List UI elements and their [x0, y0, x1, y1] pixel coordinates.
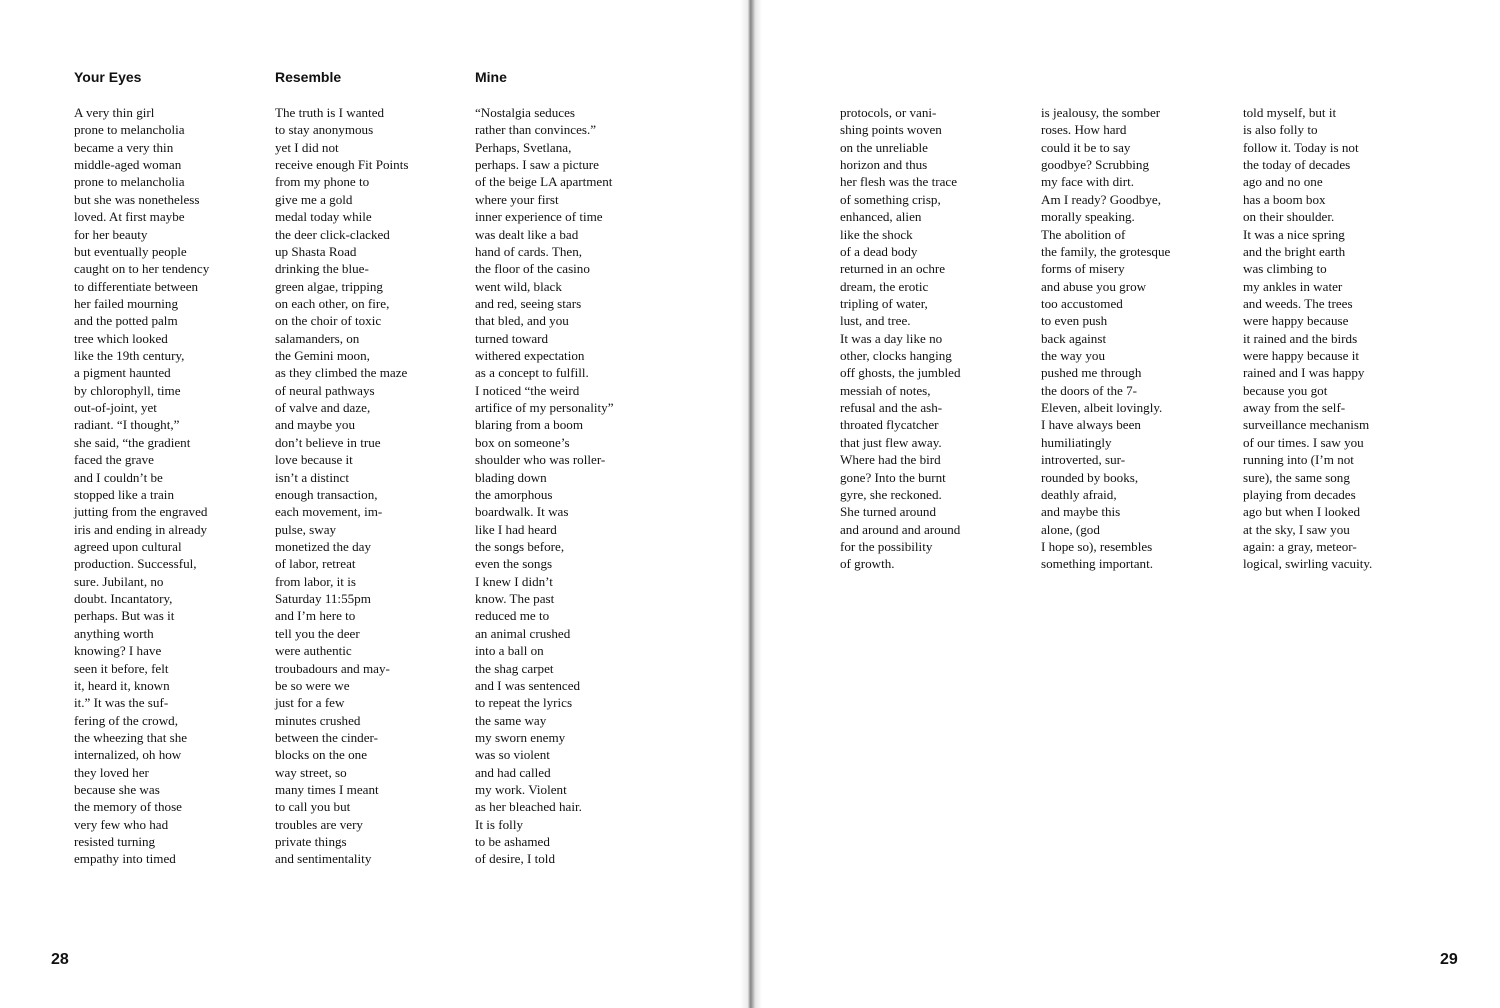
- poem-line: refusal and the ash-: [840, 400, 943, 416]
- poem-line: by chlorophyll, time: [74, 382, 181, 398]
- poem-line: rounded by books,: [1041, 469, 1139, 485]
- poem-line: It was a day like no: [840, 330, 943, 346]
- poem-line: and weeds. The trees: [1243, 295, 1353, 311]
- poem-line: She turned around: [840, 504, 936, 520]
- poem-line: The abolition of: [1041, 226, 1126, 242]
- poem-line: the doors of the 7-: [1041, 382, 1137, 398]
- poem-line: and around and around: [840, 521, 961, 537]
- poem-line: throated flycatcher: [840, 417, 939, 433]
- poem-line: troubadours and may-: [275, 660, 390, 676]
- left-page: [0, 0, 748, 1008]
- poem-line: too accustomed: [1041, 295, 1123, 311]
- poem-line: for the possibility: [840, 538, 933, 554]
- poem-line: and I was sentenced: [475, 677, 581, 693]
- poem-lines: [74, 104, 209, 868]
- poem-line: my sworn enemy: [475, 729, 566, 745]
- poem-line: blaring from a boom: [475, 417, 583, 433]
- poem-line: dream, the erotic: [840, 278, 929, 294]
- poem-line: off ghosts, the jumbled: [840, 365, 961, 381]
- poem-line: were happy because it: [1243, 348, 1359, 364]
- poem-line: on the unreliable: [840, 139, 928, 155]
- poem-line: running into (I’m not: [1243, 452, 1354, 468]
- poem-line: that just flew away.: [840, 434, 942, 450]
- poem-line: radiant. “I thought,”: [74, 417, 180, 433]
- poem-line: and red, seeing stars: [475, 295, 582, 311]
- poem-line: to even push: [1041, 313, 1108, 329]
- poem-line: my face with dirt.: [1041, 174, 1135, 190]
- poem-line: to stay anonymous: [275, 122, 374, 138]
- poem-line: as a concept to fulfill.: [475, 365, 589, 381]
- poem-line: on their shoulder.: [1243, 209, 1335, 225]
- poem-line: of a dead body: [840, 243, 918, 259]
- poem-line: were authentic: [275, 643, 352, 659]
- poem-line: on the choir of toxic: [275, 313, 382, 329]
- poem-line: and the potted palm: [74, 313, 178, 329]
- poem-line: where your first: [475, 191, 559, 207]
- poem-line: roses. How hard: [1041, 122, 1127, 138]
- poem-line: jutting from the engraved: [74, 504, 208, 520]
- poem-line: deathly afraid,: [1041, 486, 1117, 502]
- poem-line: humiliatingly: [1041, 434, 1112, 450]
- poem-line: I knew I didn’t: [475, 573, 553, 589]
- poem-line: of our times. I saw you: [1243, 434, 1364, 450]
- poem-line: private things: [275, 834, 347, 850]
- poem-line: medal today while: [275, 209, 372, 225]
- poem-line: but she was nonetheless: [74, 191, 200, 207]
- poem-line: yet I did not: [275, 139, 339, 155]
- poem-line: faced the grave: [74, 452, 154, 468]
- poem-line: again: a gray, meteor-: [1243, 538, 1357, 554]
- poem-line: agreed upon cultural: [74, 538, 182, 554]
- poem-line: to call you but: [275, 799, 351, 815]
- poem-line: shing points woven: [840, 122, 942, 138]
- poem-line: It was a nice spring: [1243, 226, 1345, 242]
- poem-line: loved. At first maybe: [74, 209, 185, 225]
- poem-line: they loved her: [74, 764, 149, 780]
- poem-line: tree which looked: [74, 330, 168, 346]
- poem-line: prone to melancholia: [74, 122, 185, 138]
- poem-line: and sentimentality: [275, 851, 372, 867]
- poem-line: boardwalk. It was: [475, 504, 569, 520]
- poem-line: and I’m here to: [275, 608, 356, 624]
- poem-line: of labor, retreat: [275, 556, 356, 572]
- poem-line: the memory of those: [74, 799, 182, 815]
- poem-line: salamanders, on: [275, 330, 360, 346]
- poem-line: turned toward: [475, 330, 549, 346]
- poem-line: gyre, she reckoned.: [840, 486, 942, 502]
- poem-line: logical, swirling vacuity.: [1243, 556, 1373, 572]
- poem-line: on each other, on fire,: [275, 295, 390, 311]
- poem-line: isn’t a distinct: [275, 469, 349, 485]
- poem-line: my work. Violent: [475, 782, 567, 798]
- poem-line: green algae, tripping: [275, 278, 383, 294]
- poem-line: was climbing to: [1243, 261, 1327, 277]
- poem-line: between the cinder-: [275, 729, 378, 745]
- poem-line: knowing? I have: [74, 643, 162, 659]
- poem-line: something important.: [1041, 556, 1154, 572]
- poem-line: of the beige LA apartment: [475, 174, 613, 190]
- poem-line: of something crisp,: [840, 191, 941, 207]
- poem-line: pushed me through: [1041, 365, 1142, 381]
- poem-line: very few who had: [74, 816, 169, 832]
- poem-line: that bled, and you: [475, 313, 569, 329]
- poem-line: playing from decades: [1243, 486, 1356, 502]
- poem-line: It is folly: [475, 816, 524, 832]
- poem-line: and had called: [475, 764, 551, 780]
- poem-line: other, clocks hanging: [840, 348, 952, 364]
- poem-line: and maybe you: [275, 417, 355, 433]
- poem-line: rained and I was happy: [1243, 365, 1365, 381]
- poem-line: the way you: [1041, 348, 1105, 364]
- poem-line: it rained and the birds: [1243, 330, 1358, 346]
- poem-lines: [840, 104, 961, 573]
- poem-line: hand of cards. Then,: [475, 243, 583, 259]
- poem-title: Resemble: [275, 69, 342, 85]
- poem-line: alone, (god: [1041, 521, 1100, 537]
- poem-line: receive enough Fit Points: [275, 157, 409, 173]
- poem-line: monetized the day: [275, 538, 371, 554]
- poem-line: it, heard it, known: [74, 677, 170, 693]
- poem-line: pulse, sway: [275, 521, 337, 537]
- poem-line: surveillance mechanism: [1243, 417, 1370, 433]
- poem-title: Mine: [475, 69, 507, 85]
- poem-line: like the shock: [840, 226, 913, 242]
- poem-line: know. The past: [475, 591, 555, 607]
- poem-line: doubt. Incantatory,: [74, 591, 173, 607]
- poem-line: prone to melancholia: [74, 174, 185, 190]
- poem-line: caught on to her tendency: [74, 261, 210, 277]
- poem-line: protocols, or vani-: [840, 105, 937, 120]
- poem-line: gone? Into the burnt: [840, 469, 946, 485]
- poem-line: from my phone to: [275, 174, 370, 190]
- poem-line: my ankles in water: [1243, 278, 1343, 294]
- poem-line: empathy into timed: [74, 851, 176, 867]
- poem-line: drinking the blue-: [275, 261, 369, 277]
- poem-line: resisted turning: [74, 834, 156, 850]
- poem-line: goodbye? Scrubbing: [1041, 157, 1150, 173]
- poem-line: Am I ready? Goodbye,: [1041, 191, 1161, 207]
- poem-line: back against: [1041, 330, 1107, 346]
- poem-line: ago and no one: [1243, 174, 1323, 190]
- poem-line: and maybe this: [1041, 504, 1121, 520]
- poem-line: from labor, it is: [275, 573, 356, 589]
- poem-line: just for a few: [275, 695, 345, 711]
- poem-line: follow it. Today is not: [1243, 139, 1359, 155]
- poem-line: has a boom box: [1243, 191, 1326, 207]
- poem-line: of growth.: [840, 556, 895, 572]
- poem-line: sure. Jubilant, no: [74, 573, 164, 589]
- poem-line: returned in an ochre: [840, 261, 946, 277]
- poem-line: many times I meant: [275, 782, 379, 798]
- poem-line: and abuse you grow: [1041, 278, 1147, 294]
- poem-line: Where had the bird: [840, 452, 941, 468]
- poem-line: perhaps. I saw a picture: [475, 157, 599, 173]
- poem-line: away from the self-: [1243, 400, 1346, 416]
- poem-line: became a very thin: [74, 139, 174, 155]
- poem-line: morally speaking.: [1041, 209, 1135, 225]
- poem-line: horizon and thus: [840, 157, 928, 173]
- poem-line: she said, “the gradient: [74, 434, 191, 450]
- poem-line: blading down: [475, 469, 547, 485]
- poem-line: as her bleached hair.: [475, 799, 582, 815]
- poem-line: out-of-joint, yet: [74, 400, 157, 416]
- poem-line: sure), the same song: [1243, 469, 1350, 485]
- poem-line: way street, so: [275, 764, 347, 780]
- poem-line: to repeat the lyrics: [475, 695, 573, 711]
- poem-line: for her beauty: [74, 226, 148, 242]
- poem-line: the same way: [475, 712, 547, 728]
- poem-line: artifice of my personality”: [475, 400, 614, 416]
- poem-line: Saturday 11:55pm: [275, 591, 371, 607]
- poem-line: is jealousy, the somber: [1041, 105, 1161, 120]
- poem-line: I noticed “the weird: [475, 382, 580, 398]
- poem-line: to be ashamed: [475, 834, 550, 850]
- poem-line: I have always been: [1041, 417, 1141, 433]
- poem-line: blocks on the one: [275, 747, 368, 763]
- poem-line: seen it before, felt: [74, 660, 169, 676]
- poem-line: perhaps. But was it: [74, 608, 175, 624]
- poem-line: her failed mourning: [74, 295, 178, 311]
- page-number-left: 28: [51, 951, 69, 968]
- poem-line: love because it: [275, 452, 353, 468]
- poem-line: to differentiate between: [74, 278, 199, 294]
- poem-line: and the bright earth: [1243, 243, 1346, 259]
- poem-line: as they climbed the maze: [275, 365, 408, 381]
- poem-line: reduced me to: [475, 608, 550, 624]
- poem-lines: [1243, 104, 1372, 573]
- poem-line: even the songs: [475, 556, 553, 572]
- poem-line: went wild, black: [475, 278, 562, 294]
- poem-line: the Gemini moon,: [275, 348, 370, 364]
- poem-line: minutes crushed: [275, 712, 361, 728]
- poem-line: the today of decades: [1243, 157, 1351, 173]
- poem-line: shoulder who was roller-: [475, 452, 606, 468]
- poem-line: internalized, oh how: [74, 747, 182, 763]
- poem-line: the songs before,: [475, 538, 565, 554]
- poem-line: ago but when I looked: [1243, 504, 1361, 520]
- poem-line: was dealt like a bad: [475, 226, 579, 242]
- poem-line: the floor of the casino: [475, 261, 590, 277]
- poem-line: stopped like a train: [74, 486, 174, 502]
- poem-line: of neural pathways: [275, 382, 375, 398]
- poem-line: but eventually people: [74, 243, 187, 259]
- poem-line: “Nostalgia seduces: [475, 105, 575, 120]
- poem-line: fering of the crowd,: [74, 712, 178, 728]
- poem-line: an animal crushed: [475, 625, 571, 641]
- poem-line: was so violent: [475, 747, 550, 763]
- poem-line: anything worth: [74, 625, 154, 641]
- poem-line: be so were we: [275, 677, 350, 693]
- poem-line: it.” It was the suf-: [74, 695, 169, 711]
- poem-line: forms of misery: [1041, 261, 1125, 277]
- poem-line: lust, and tree.: [840, 313, 911, 329]
- poem-line: is also folly to: [1243, 122, 1318, 138]
- poem-line: like the 19th century,: [74, 348, 185, 364]
- poem-line: each movement, im-: [275, 504, 383, 520]
- poem-line: the deer click-clacked: [275, 226, 390, 242]
- page-number-right: 29: [1440, 951, 1458, 968]
- poem-line: like I had heard: [475, 521, 557, 537]
- poem-line: production. Successful,: [74, 556, 197, 572]
- poem-line: because you got: [1243, 382, 1328, 398]
- right-page: [752, 0, 1500, 1008]
- poem-line: because she was: [74, 782, 160, 798]
- poem-line: give me a gold: [275, 191, 353, 207]
- poem-lines: [275, 104, 408, 868]
- poem-line: a pigment haunted: [74, 365, 171, 381]
- poem-line: the family, the grotesque: [1041, 243, 1171, 259]
- poem-line: and I couldn’t be: [74, 469, 163, 485]
- poem-line: of desire, I told: [475, 851, 555, 867]
- poem-line: troubles are very: [275, 816, 363, 832]
- poem-line: told myself, but it: [1243, 105, 1337, 120]
- poem-line: could it be to say: [1041, 139, 1131, 155]
- poem-lines: [1041, 104, 1170, 573]
- poem-line: introverted, sur-: [1041, 452, 1126, 468]
- poem-line: I hope so), resembles: [1041, 538, 1153, 554]
- poem-line: A very thin girl: [74, 105, 155, 120]
- poem-line: Eleven, albeit lovingly.: [1041, 400, 1163, 416]
- poem-line: the wheezing that she: [74, 729, 188, 745]
- poem-line: withered expectation: [475, 348, 585, 364]
- poem-line: at the sky, I saw you: [1243, 521, 1350, 537]
- poem-line: rather than convinces.”: [475, 122, 597, 138]
- poem-line: iris and ending in already: [74, 521, 208, 537]
- poem-line: messiah of notes,: [840, 382, 931, 398]
- poem-line: of valve and daze,: [275, 400, 371, 416]
- poem-line: tell you the deer: [275, 625, 360, 641]
- poem-line: inner experience of time: [475, 209, 603, 225]
- poem-line: Perhaps, Svetlana,: [475, 139, 572, 155]
- poem-line: tripling of water,: [840, 295, 928, 311]
- poem-line: don’t believe in true: [275, 434, 381, 450]
- book-gutter-shadow: [740, 0, 762, 1008]
- poem-line: her flesh was the trace: [840, 174, 958, 190]
- poem-line: middle-aged woman: [74, 157, 182, 173]
- poem-line: enough transaction,: [275, 486, 378, 502]
- poem-line: box on someone’s: [475, 434, 570, 450]
- poem-line: were happy because: [1243, 313, 1349, 329]
- poem-line: enhanced, alien: [840, 209, 922, 225]
- poem-line: the amorphous: [475, 486, 553, 502]
- poem-line: into a ball on: [475, 643, 544, 659]
- poem-line: The truth is I wanted: [275, 105, 385, 120]
- poem-title: Your Eyes: [74, 69, 142, 85]
- poem-line: the shag carpet: [475, 660, 554, 676]
- poem-line: up Shasta Road: [275, 243, 357, 259]
- poem-lines: [475, 104, 614, 868]
